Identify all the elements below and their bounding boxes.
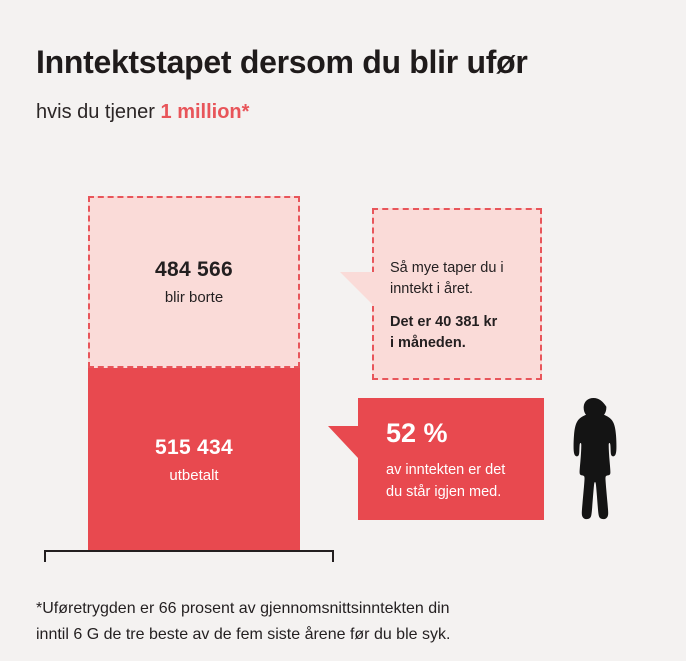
subtitle-prefix: hvis du tjener xyxy=(36,101,161,123)
bar-lost-amount: 484 566 xyxy=(154,258,233,281)
callout-percent-text xyxy=(386,460,532,504)
callout-percent-line-1: av inntekten er det xyxy=(386,462,506,478)
axis-tick-left xyxy=(44,550,46,562)
person-silhouette-icon xyxy=(566,396,620,524)
callout-line-1: Så mye taper du i xyxy=(390,260,504,276)
callout-bold-2: i måneden. xyxy=(390,335,466,352)
callout-annual-loss xyxy=(372,208,542,380)
bar-label-paid xyxy=(88,436,300,484)
stacked-bar xyxy=(88,196,300,551)
callout-bold-1: Det er 40 381 kr xyxy=(390,314,498,331)
callout-pointer-icon xyxy=(340,272,374,306)
callout-pointer-mask xyxy=(372,272,376,306)
callout-remaining-percent xyxy=(358,398,544,520)
page-subtitle xyxy=(36,101,249,124)
subtitle-highlight: 1 million* xyxy=(160,101,250,123)
bar-label-lost xyxy=(88,258,300,306)
footnote-line-1: *Uføretrygden er 66 prosent av gjennomsnittsinntekten din xyxy=(36,600,450,617)
bar-paid-amount: 515 434 xyxy=(154,435,233,459)
axis-line xyxy=(44,550,334,552)
axis-tick-right xyxy=(332,550,334,562)
callout-percent-line-2: du står igjen med. xyxy=(386,483,502,500)
callout-percent-pointer-icon xyxy=(328,426,358,458)
footnote xyxy=(36,596,656,647)
callout-percent-value: 52 % xyxy=(386,418,448,448)
bar-lost-caption: blir borte xyxy=(164,289,224,306)
callout-annual-loss-text xyxy=(390,258,528,354)
bar-paid-caption: utbetalt xyxy=(169,466,219,484)
page-title: Inntektstapet dersom du blir ufør xyxy=(36,44,528,80)
callout-line-2: inntekt i året. xyxy=(390,281,474,298)
axis-baseline xyxy=(44,550,334,562)
footnote-line-2: inntil 6 G de tre beste av de fem siste årene før du ble syk. xyxy=(36,625,451,643)
